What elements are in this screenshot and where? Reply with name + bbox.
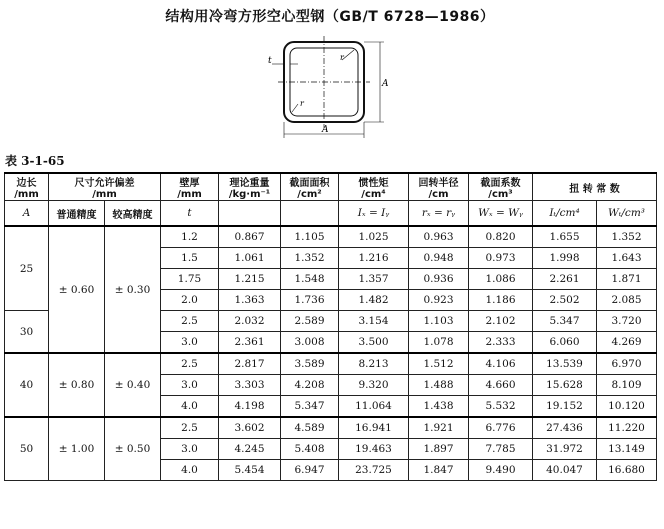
header-torsion: 扭 转 常 数 [533, 173, 657, 201]
cell-It: 1.998 [533, 248, 597, 269]
cell-Wt: 6.970 [597, 353, 657, 375]
cell-area: 2.589 [281, 311, 339, 332]
header-row-1 [5, 173, 657, 201]
header-wall: 壁厚 /mm [161, 173, 219, 201]
cell-W: 4.660 [469, 375, 533, 396]
table-row [5, 417, 657, 439]
cell-area: 3.008 [281, 332, 339, 354]
cell-t: 4.0 [161, 460, 219, 481]
cell-t: 2.0 [161, 290, 219, 311]
cell-It: 40.047 [533, 460, 597, 481]
cell-t: 1.75 [161, 269, 219, 290]
group-cell: ± 1.00 [49, 417, 105, 481]
label-t: t [268, 56, 272, 66]
cell-W: 2.102 [469, 311, 533, 332]
cell-Wt: 1.871 [597, 269, 657, 290]
cell-I: 8.213 [339, 353, 409, 375]
cell-area: 5.408 [281, 439, 339, 460]
cell-Wt: 3.720 [597, 311, 657, 332]
group-cell: ± 0.60 [49, 226, 105, 353]
cell-area: 1.105 [281, 226, 339, 248]
group-cell: 40 [5, 353, 49, 417]
sym-it: Iₜ/cm⁴ [533, 201, 597, 227]
cell-It: 13.539 [533, 353, 597, 375]
cell-Wt: 11.220 [597, 417, 657, 439]
cell-r: 0.963 [409, 226, 469, 248]
cell-W: 9.490 [469, 460, 533, 481]
cell-I: 11.064 [339, 396, 409, 418]
cell-t: 2.5 [161, 353, 219, 375]
group-cell: 25 [5, 226, 49, 311]
cell-area: 3.589 [281, 353, 339, 375]
cell-r: 1.512 [409, 353, 469, 375]
header-side: 边长 /mm [5, 173, 49, 201]
cell-t: 3.0 [161, 332, 219, 354]
cell-It: 2.502 [533, 290, 597, 311]
cell-I: 16.941 [339, 417, 409, 439]
label-r-bottom: r [300, 99, 304, 108]
header-weight: 理论重量 /kg·m⁻¹ [219, 173, 281, 201]
cell-r: 0.948 [409, 248, 469, 269]
cell-It: 19.152 [533, 396, 597, 418]
cell-r: 1.438 [409, 396, 469, 418]
header-radius: 回转半径 /cm [409, 173, 469, 201]
cell-w: 4.245 [219, 439, 281, 460]
cell-w: 1.061 [219, 248, 281, 269]
group-cell: 30 [5, 311, 49, 354]
cell-W: 6.776 [469, 417, 533, 439]
document-title: 结构用冷弯方形空心型钢（GB/T 6728—1986） [165, 9, 495, 25]
cell-area: 6.947 [281, 460, 339, 481]
cell-W: 0.820 [469, 226, 533, 248]
cell-w: 2.817 [219, 353, 281, 375]
header-row-symbols [5, 201, 657, 227]
cell-r: 1.103 [409, 311, 469, 332]
cell-Wt: 1.643 [597, 248, 657, 269]
cell-It: 6.060 [533, 332, 597, 354]
cell-Wt: 10.120 [597, 396, 657, 418]
cell-area: 1.548 [281, 269, 339, 290]
group-cell: ± 0.30 [105, 226, 161, 353]
sym-t: t [161, 201, 219, 227]
cell-area: 5.347 [281, 396, 339, 418]
cell-I: 3.154 [339, 311, 409, 332]
cell-I: 1.482 [339, 290, 409, 311]
cell-r: 1.847 [409, 460, 469, 481]
table-row [5, 353, 657, 375]
cell-w: 1.215 [219, 269, 281, 290]
cell-It: 2.261 [533, 269, 597, 290]
table-label: 表 3-1-65 [5, 154, 65, 168]
cell-area: 1.352 [281, 248, 339, 269]
cell-Wt: 1.352 [597, 226, 657, 248]
cell-Wt: 16.680 [597, 460, 657, 481]
header-modulus: 截面系数 /cm³ [469, 173, 533, 201]
cell-r: 1.921 [409, 417, 469, 439]
cell-t: 2.5 [161, 311, 219, 332]
group-cell: ± 0.40 [105, 353, 161, 417]
cell-W: 5.532 [469, 396, 533, 418]
cell-It: 15.628 [533, 375, 597, 396]
cell-It: 1.655 [533, 226, 597, 248]
cell-W: 1.086 [469, 269, 533, 290]
cell-t: 3.0 [161, 439, 219, 460]
cell-t: 2.5 [161, 417, 219, 439]
cell-w: 3.303 [219, 375, 281, 396]
cell-I: 9.320 [339, 375, 409, 396]
sym-r: rₓ = rᵧ [409, 201, 469, 227]
group-cell: ± 0.50 [105, 417, 161, 481]
cell-I: 19.463 [339, 439, 409, 460]
header-tolerance: 尺寸允许偏差 /mm [49, 173, 161, 201]
sym-area-blank [281, 201, 339, 227]
cell-t: 1.2 [161, 226, 219, 248]
cell-t: 3.0 [161, 375, 219, 396]
label-a-right: A [382, 79, 389, 89]
sym-i: Iₓ = Iᵧ [339, 201, 409, 227]
cell-r: 1.897 [409, 439, 469, 460]
cell-I: 1.025 [339, 226, 409, 248]
spec-table [4, 172, 657, 481]
cell-t: 4.0 [161, 396, 219, 418]
cell-t: 1.5 [161, 248, 219, 269]
cell-area: 4.589 [281, 417, 339, 439]
sym-wt: Wₜ/cm³ [597, 201, 657, 227]
sym-high: 较高精度 [105, 201, 161, 227]
cross-section-diagram [262, 34, 392, 142]
table-row [5, 226, 657, 248]
cell-r: 0.936 [409, 269, 469, 290]
cell-Wt: 4.269 [597, 332, 657, 354]
header-inertia: 惯性矩 /cm⁴ [339, 173, 409, 201]
cell-W: 4.106 [469, 353, 533, 375]
label-r-top: r [340, 53, 344, 62]
cell-W: 7.785 [469, 439, 533, 460]
cell-w: 1.363 [219, 290, 281, 311]
cell-I: 1.216 [339, 248, 409, 269]
cell-r: 1.488 [409, 375, 469, 396]
cell-area: 4.208 [281, 375, 339, 396]
cell-w: 5.454 [219, 460, 281, 481]
cell-w: 2.032 [219, 311, 281, 332]
cell-w: 0.867 [219, 226, 281, 248]
cell-It: 5.347 [533, 311, 597, 332]
cell-area: 1.736 [281, 290, 339, 311]
group-cell: 50 [5, 417, 49, 481]
cell-It: 27.436 [533, 417, 597, 439]
sym-a: A [5, 201, 49, 227]
cell-Wt: 2.085 [597, 290, 657, 311]
cell-It: 31.972 [533, 439, 597, 460]
sym-weight-blank [219, 201, 281, 227]
cell-I: 23.725 [339, 460, 409, 481]
label-a-bottom: A [322, 125, 329, 135]
cell-I: 3.500 [339, 332, 409, 354]
header-area: 截面面积 /cm² [281, 173, 339, 201]
sym-normal: 普通精度 [49, 201, 105, 227]
group-cell: ± 0.80 [49, 353, 105, 417]
cell-W: 0.973 [469, 248, 533, 269]
table-body [5, 226, 657, 481]
cell-I: 1.357 [339, 269, 409, 290]
cell-w: 2.361 [219, 332, 281, 354]
cell-W: 2.333 [469, 332, 533, 354]
cell-r: 0.923 [409, 290, 469, 311]
cell-Wt: 13.149 [597, 439, 657, 460]
cell-w: 3.602 [219, 417, 281, 439]
cell-w: 4.198 [219, 396, 281, 418]
cell-r: 1.078 [409, 332, 469, 354]
cell-W: 1.186 [469, 290, 533, 311]
sym-w: Wₓ = Wᵧ [469, 201, 533, 227]
cell-Wt: 8.109 [597, 375, 657, 396]
